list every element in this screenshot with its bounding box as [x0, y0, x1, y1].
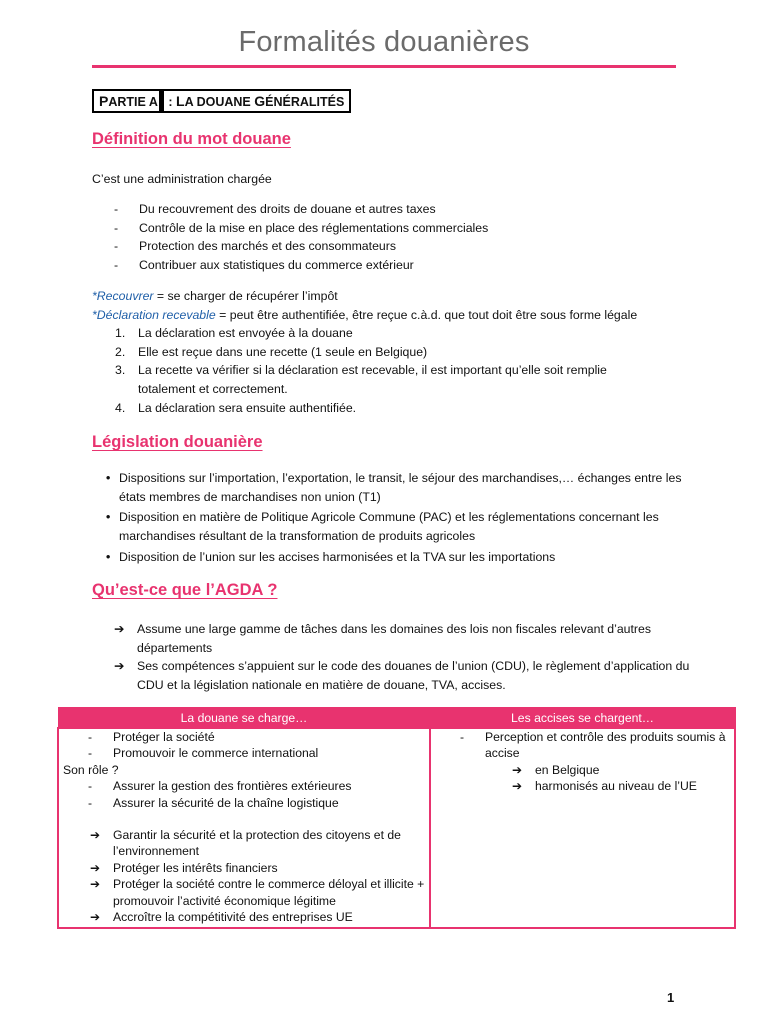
list-item: - Promouvoir le commerce international	[63, 745, 425, 761]
list-item: - Contribuer aux statistiques du commerce extérieur	[114, 256, 694, 275]
step-number: 4.	[115, 400, 126, 415]
list-item	[63, 909, 425, 925]
declaration-term: *Déclaration recevable	[92, 308, 216, 322]
arrow-icon: ➔	[512, 762, 523, 777]
title-underline	[92, 65, 676, 68]
step-number: 2.	[115, 344, 126, 359]
accises-arrow-list	[435, 762, 730, 795]
list-item-text: Garantir la sécurité et la protection des citoyens et de l’environnement	[113, 828, 401, 859]
list-item-text: harmonisés au niveau de l’UE	[535, 779, 697, 794]
list-item: - Protection des marchés et des consommateurs	[114, 237, 694, 256]
declaration-definition: = peut être authentifiée, être reçue c.à.d. que tout doit être sous forme légale	[215, 308, 638, 322]
recouvrer-term: *Recouvrer	[92, 289, 154, 303]
role-label: Son rôle ?	[63, 762, 119, 777]
page-number: 1	[667, 990, 675, 1005]
douane-top-list	[63, 729, 425, 762]
col-header-douane: La douane se charge…	[58, 708, 430, 729]
step-text: La déclaration sera ensuite authentifiée.	[138, 400, 357, 415]
list-item	[113, 324, 653, 343]
agda-heading: Qu’est-ce que l’AGDA ?	[92, 581, 278, 599]
list-item: - Perception et contrôle des produits soumis à accise	[435, 729, 730, 762]
list-item	[113, 343, 653, 362]
arrow-icon: ➔	[114, 622, 125, 636]
list-item	[485, 778, 730, 794]
list-item	[113, 361, 653, 398]
list-item: - Assurer la gestion des frontières extérieures	[63, 778, 425, 794]
recouvrer-definition: = se charger de récupérer l’impôt	[153, 289, 338, 303]
list-item: - Protéger la société	[63, 729, 425, 745]
list-item-text: Protéger les intérêts financiers	[113, 860, 278, 875]
list-item	[114, 620, 694, 657]
text-cursor	[159, 91, 164, 111]
list-item: - Contrôle de la mise en place des réglementations commerciales	[114, 219, 694, 238]
accises-cell	[430, 728, 735, 928]
part-label: ARTIE	[108, 95, 149, 109]
part-heading-box	[92, 89, 351, 113]
definition-intro: C’est une administration chargée	[92, 172, 272, 186]
list-item	[114, 657, 694, 694]
list-item: - Assurer la sécurité de la chaîne logistique	[63, 795, 425, 811]
list-item: • Dispositions sur l’importation, l’exportation, le transit, le séjour des marchandises,… échanges entre les états membres de marchandises non union (T1)	[107, 469, 687, 506]
arrow-icon: ➔	[90, 860, 101, 875]
table-row	[58, 728, 735, 928]
arrow-icon: ➔	[114, 659, 125, 674]
document-title: Formalités douanières	[238, 26, 530, 58]
table-header-row	[58, 708, 735, 729]
legislation-list	[107, 469, 687, 569]
list-item-text: Ses compétences s’appuient sur le code des douanes de l’union (CDU), le règlement d’application du CDU et la législation nationale en matière de douane, TVA, accises.	[137, 659, 690, 693]
part-heading-word-2: ÉNÉRALITÉS	[265, 95, 345, 109]
legislation-heading: Législation douanière	[92, 433, 263, 451]
list-item-text: Assume une large gamme de tâches dans les domaines des lois non fiscales relevant d’autres départements	[137, 622, 652, 655]
part-heading-initial-2: G	[254, 93, 266, 109]
list-item-text: Protéger la société contre le commerce déloyal et illicite + promouvoir l’activité économique légitime	[113, 877, 425, 908]
list-item	[63, 860, 425, 876]
declaration-steps	[113, 324, 653, 418]
definition-list	[114, 200, 694, 275]
definition-heading: Définition du mot douane	[92, 130, 291, 148]
list-item-text: en Belgique	[535, 762, 600, 777]
part-separator: :	[164, 95, 176, 109]
role-list	[63, 778, 425, 811]
arrow-icon: ➔	[90, 877, 101, 892]
douane-arrow-list	[63, 827, 425, 925]
part-label-initial: P	[99, 93, 109, 109]
list-item	[485, 762, 730, 778]
arrow-icon: ➔	[90, 828, 101, 843]
step-number: 1.	[115, 326, 126, 340]
part-letter: A	[148, 95, 158, 109]
list-item: - Du recouvrement des droits de douane et autres taxes	[114, 200, 694, 219]
list-item: • Disposition de l’union sur les accises harmonisées et la TVA sur les importations	[107, 548, 687, 567]
responsibilities-table	[57, 707, 736, 929]
list-item	[63, 876, 425, 909]
arrow-icon: ➔	[90, 910, 101, 925]
list-item-text: Accroître la compétitivité des entreprises UE	[113, 910, 353, 925]
step-number: 3.	[115, 363, 126, 378]
part-heading-initial-1: L	[176, 93, 185, 109]
agda-list	[114, 620, 694, 695]
arrow-icon: ➔	[512, 779, 523, 794]
accises-list	[435, 729, 730, 762]
list-item: • Disposition en matière de Politique Agricole Commune (PAC) et les réglementations concernant les marchandises résultant de la transformation de produits agricoles	[107, 508, 687, 545]
recouvrer-note	[92, 287, 712, 306]
declaration-note	[92, 306, 712, 325]
list-item	[63, 827, 425, 860]
part-heading-word-1: A DOUANE	[184, 95, 255, 109]
list-item	[113, 399, 653, 418]
step-text: La déclaration est envoyée à la douane	[138, 326, 353, 340]
step-text: La recette va vérifier si la déclaration est recevable, il est important qu’elle soit remplie totalement et correctement.	[138, 363, 607, 397]
step-text: Elle est reçue dans une recette (1 seule en Belgique)	[138, 344, 428, 359]
douane-cell	[58, 728, 430, 928]
col-header-accises: Les accises se chargent…	[430, 708, 735, 729]
